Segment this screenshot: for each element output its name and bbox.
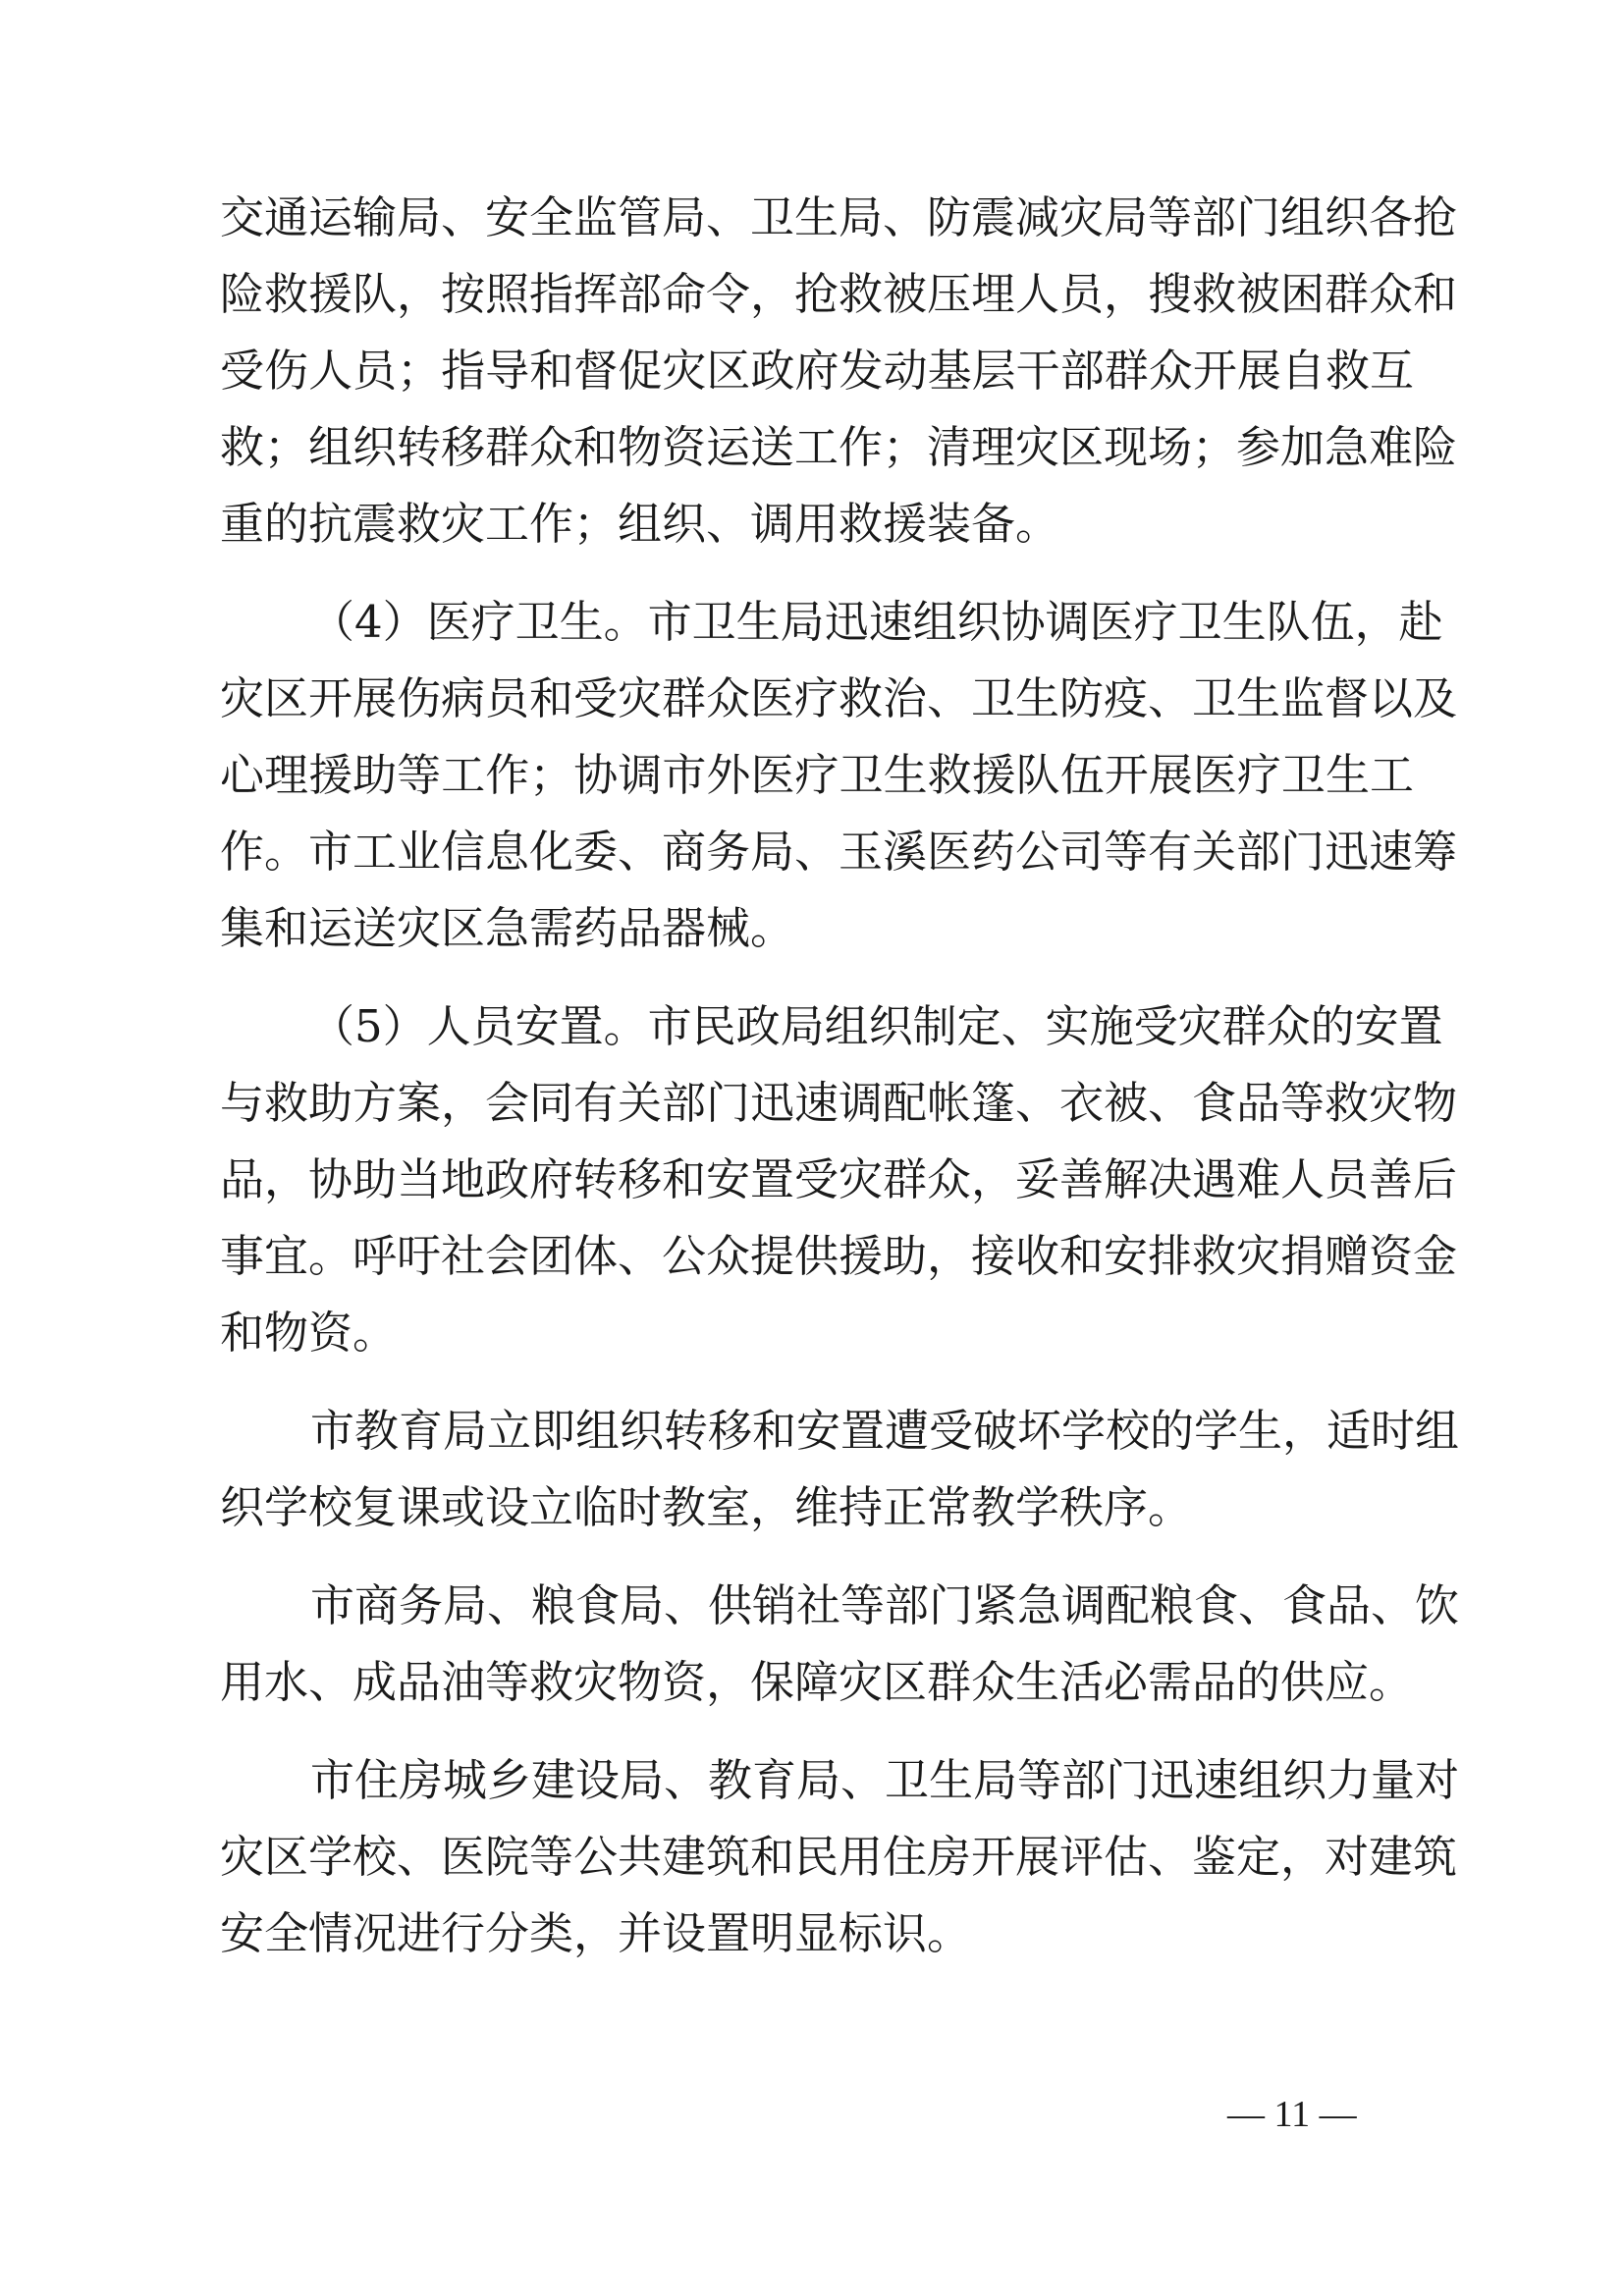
text-line: 和物资。 — [220, 1307, 398, 1359]
text-line: 交通运输局、安全监管局、卫生局、防震减灾局等部门组织各抢 — [220, 191, 1458, 243]
paragraph-first-line: 市商务局、粮食局、供销社等部门紧急调配粮食、食品、饮 — [310, 1579, 1460, 1631]
text-line: 受伤人员；指导和督促灾区政府发动基层干部群众开展自救互 — [220, 345, 1414, 397]
text-line: 与救助方案，会同有关部门迅速调配帐篷、衣被、食品等救灾物 — [220, 1077, 1458, 1129]
paragraph-first-line: 市住房城乡建设局、教育局、卫生局等部门迅速组织力量对 — [310, 1754, 1460, 1806]
text-line: 救；组织转移群众和物资运送工作；清理灾区现场；参加急难险 — [220, 421, 1458, 473]
text-line: 织学校复课或设立临时教室，维持正常教学秩序。 — [220, 1481, 1193, 1533]
text-line: 用水、成品油等救灾物资，保障灾区群众生活必需品的供应。 — [220, 1656, 1414, 1708]
text-line: 事宜。呼吁社会团体、公众提供援助，接收和安排救灾捐赠资金 — [220, 1230, 1458, 1282]
text-line: 心理援助等工作；协调市外医疗卫生救援队伍开展医疗卫生工 — [220, 749, 1414, 801]
text-line: 险救援队，按照指挥部命令，抢救被压埋人员，搜救被困群众和 — [220, 268, 1458, 320]
text-line: 作。市工业信息化委、商务局、玉溪医药公司等有关部门迅速筹 — [220, 826, 1458, 878]
paragraph-first-line: （4）医疗卫生。市卫生局迅速组织协调医疗卫生队伍，赴 — [310, 596, 1443, 648]
text-line: 重的抗震救灾工作；组织、调用救援装备。 — [220, 498, 1060, 550]
paragraph-first-line: （5）人员安置。市民政局组织制定、实施受灾群众的安置 — [310, 1000, 1443, 1052]
page-number: — 11 — — [1227, 2094, 1357, 2135]
text-line: 集和运送灾区急需药品器械。 — [220, 902, 795, 954]
paragraph-first-line: 市教育局立即组织转移和安置遭受破坏学校的学生，适时组 — [310, 1405, 1460, 1457]
text-line: 灾区学校、医院等公共建筑和民用住房开展评估、鉴定，对建筑 — [220, 1831, 1458, 1883]
text-line: 安全情况进行分类，并设置明显标识。 — [220, 1907, 972, 1959]
text-line: 灾区开展伤病员和受灾群众医疗救治、卫生防疫、卫生监督以及 — [220, 672, 1458, 724]
text-line: 品，协助当地政府转移和安置受灾群众，妥善解决遇难人员善后 — [220, 1153, 1458, 1205]
